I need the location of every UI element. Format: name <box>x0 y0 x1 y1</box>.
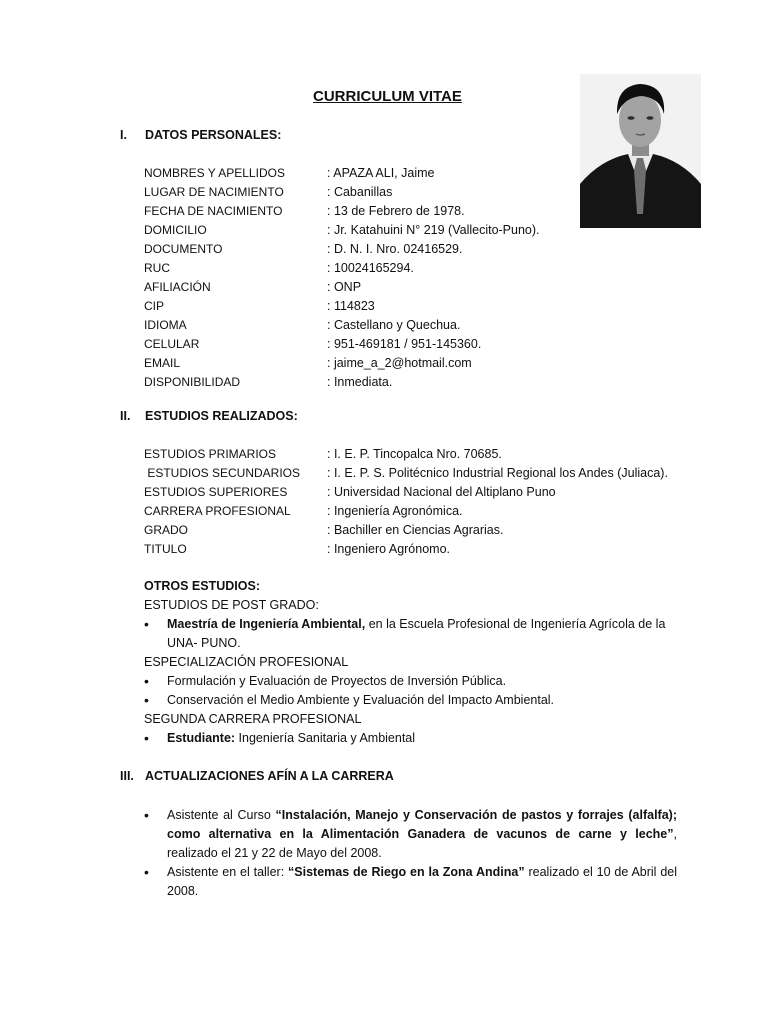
field-label: NOMBRES Y APELLIDOS <box>144 166 285 180</box>
field-value: : Bachiller en Ciencias Agrarias. <box>327 523 504 537</box>
update-item-date: realizado el 10 de Abril del 2008. <box>167 865 677 898</box>
update-item-title: “Instalación, Manejo y Conservación de pastos y forrajes (alfalfa); como alternativa en la Alimentación Ganadera de vacunos de carne y leche” <box>167 808 677 841</box>
update-item-intro: Asistente en el taller: <box>167 865 289 879</box>
segunda-carrera-value: Ingeniería Sanitaria y Ambiental <box>235 731 416 745</box>
personal-row <box>144 354 704 373</box>
studies-list <box>144 445 704 559</box>
field-value: : D. N. I. Nro. 02416529. <box>327 242 463 256</box>
section-number: III. <box>120 769 134 783</box>
segunda-carrera-label: Estudiante: <box>167 731 236 745</box>
postgrado-detail: en la Escuela Profesional de Ingeniería Agrícola de la <box>365 617 666 631</box>
field-label: ESTUDIOS SECUNDARIOS <box>144 466 301 480</box>
especializacion-item: Conservación el Medio Ambiente y Evaluación del Impacto Ambiental. <box>167 693 555 707</box>
updates-list <box>144 806 677 901</box>
studies-row <box>144 521 704 540</box>
field-value: : Inmediata. <box>327 375 393 389</box>
segunda-carrera-heading: SEGUNDA CARRERA PROFESIONAL <box>144 712 362 726</box>
field-value: : ONP <box>327 280 362 294</box>
field-label: LUGAR DE NACIMIENTO <box>144 185 284 199</box>
field-value: : 10024165294. <box>327 261 414 275</box>
field-label: FECHA DE NACIMIENTO <box>144 204 283 218</box>
field-label: DOCUMENTO <box>144 242 223 256</box>
personal-row <box>144 164 704 183</box>
personal-row <box>144 278 704 297</box>
field-label: CARRERA PROFESIONAL <box>144 504 291 518</box>
section-heading-updates <box>120 769 394 783</box>
list-item <box>144 691 684 710</box>
bullet-icon: • <box>144 864 149 880</box>
postgrado-detail-cont: UNA- PUNO. <box>167 636 241 650</box>
personal-row <box>144 202 704 221</box>
bullet-icon: • <box>144 616 149 632</box>
field-label: GRADO <box>144 523 189 537</box>
field-value: : Universidad Nacional del Altiplano Puno <box>327 485 556 499</box>
bullet-icon: • <box>144 692 149 708</box>
other-studies <box>144 577 684 748</box>
personal-row <box>144 316 704 335</box>
field-value: : I. E. P. Tincopalca Nro. 70685. <box>327 447 502 461</box>
postgrado-heading: ESTUDIOS DE POST GRADO: <box>144 598 319 612</box>
list-item <box>144 615 684 653</box>
field-value: : 114823 <box>327 299 375 313</box>
list-item <box>144 672 684 691</box>
studies-row <box>144 445 704 464</box>
field-label: DOMICILIO <box>144 223 207 237</box>
especializacion-heading: ESPECIALIZACIÓN PROFESIONAL <box>144 655 349 669</box>
field-label: IDIOMA <box>144 318 187 332</box>
field-value: : Ingeniero Agrónomo. <box>327 542 450 556</box>
especializacion-item: Formulación y Evaluación de Proyectos de Inversión Pública. <box>167 674 507 688</box>
update-item-title: “Sistemas de Riego en la Zona Andina” <box>288 865 525 879</box>
personal-data-list <box>144 164 704 392</box>
personal-row <box>144 297 704 316</box>
update-item-date: , realizado el 21 y 22 de Mayo del 2008. <box>167 827 677 860</box>
field-value: : Ingeniería Agronómica. <box>327 504 463 518</box>
update-item-intro: Asistente al Curso <box>167 808 276 822</box>
personal-row <box>144 240 704 259</box>
otros-estudios-heading: OTROS ESTUDIOS: <box>144 579 260 593</box>
list-item <box>144 863 677 901</box>
personal-row <box>144 373 704 392</box>
personal-row <box>144 335 704 354</box>
personal-row <box>144 259 704 278</box>
field-label: EMAIL <box>144 356 181 370</box>
bullet-icon: • <box>144 673 149 689</box>
section-number: I. <box>120 128 127 142</box>
field-value: : 13 de Febrero de 1978. <box>327 204 465 218</box>
field-label: DISPONIBILIDAD <box>144 375 241 389</box>
section-title: ACTUALIZACIONES AFÍN A LA CARRERA <box>145 769 394 783</box>
field-value: : Castellano y Quechua. <box>327 318 461 332</box>
bullet-icon: • <box>144 730 149 746</box>
section-heading-personal <box>120 128 281 142</box>
list-item <box>144 729 684 748</box>
field-value: : 951-469181 / 951-145360. <box>327 337 482 351</box>
section-title: DATOS PERSONALES: <box>145 128 282 142</box>
field-value: : I. E. P. S. Politécnico Industrial Regional los Andes (Juliaca). <box>327 466 668 480</box>
bullet-icon: • <box>144 807 149 823</box>
page-title: CURRICULUM VITAE <box>313 88 462 105</box>
studies-row <box>144 483 704 502</box>
section-heading-studies <box>120 409 298 423</box>
section-number: II. <box>120 409 131 423</box>
field-value: : Jr. Katahuini N° 219 (Vallecito-Puno). <box>327 223 540 237</box>
field-label: ESTUDIOS SUPERIORES <box>144 485 288 499</box>
field-value: : Cabanillas <box>327 185 393 199</box>
personal-row <box>144 221 704 240</box>
field-label: CIP <box>144 299 165 313</box>
field-label: ESTUDIOS PRIMARIOS <box>144 447 277 461</box>
studies-row <box>144 540 704 559</box>
studies-row <box>144 502 704 521</box>
field-value: : APAZA ALI, Jaime <box>327 166 435 180</box>
field-label: CELULAR <box>144 337 200 351</box>
personal-row <box>144 183 704 202</box>
postgrado-degree: Maestría de Ingeniería Ambiental, <box>167 617 366 631</box>
field-label: RUC <box>144 261 170 275</box>
email-value: : jaime_a_2@hotmail.com <box>327 356 472 370</box>
list-item <box>144 806 677 863</box>
field-label: TITULO <box>144 542 187 556</box>
field-label: AFILIACIÓN <box>144 280 211 294</box>
studies-row <box>144 464 704 483</box>
section-title: ESTUDIOS REALIZADOS: <box>145 409 298 423</box>
